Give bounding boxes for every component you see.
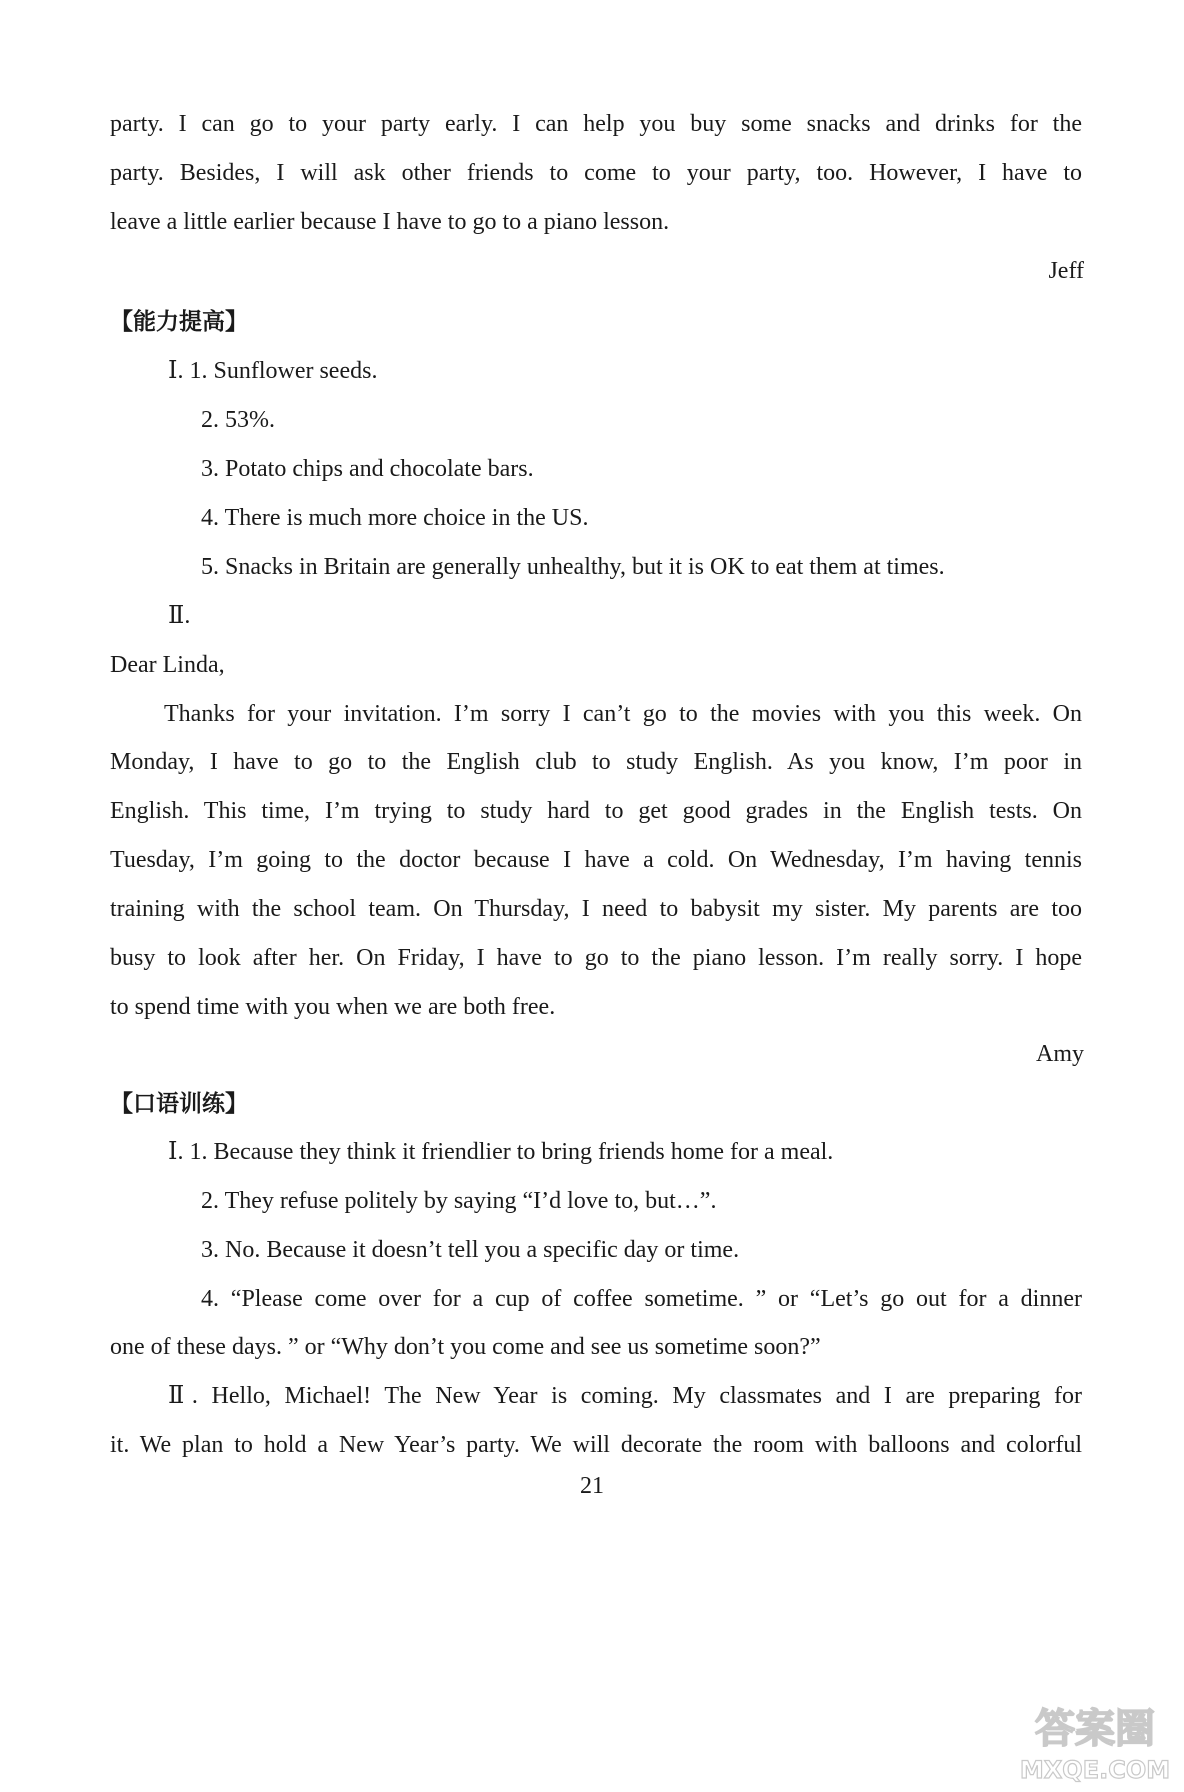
answer-item: Ⅰ. 1. Sunflower seeds. [168,358,378,384]
watermark-icon [1020,1694,1170,1784]
answer-item: 3. No. Because it doesn’t tell you a specific day or time. [201,1237,740,1263]
answer-item: 4. “Please come over for a cup of coffee sometime. ” or “Let’s go out for a dinner [201,1286,1082,1312]
watermark-text-bottom: MXQE.COM [1020,1756,1170,1784]
answer-item: 4. There is much more choice in the US. [201,505,589,531]
signature-jeff: Jeff [1048,258,1084,284]
answer-item-continued: one of these days. ” or “Why don’t you come and see us sometime soon?” [110,1334,821,1360]
page-number: 21 [580,1473,604,1499]
watermark-text-top: 答案圈 [1035,1706,1155,1752]
paragraph-line: party. I can go to your party early. I can help you buy some snacks and drinks for the [110,111,1082,137]
paragraph-line: Ⅱ. Hello, Michael! The New Year is coming. My classmates and I are preparing for [168,1383,1082,1409]
section-heading-oral: 【口语训练】 [110,1091,248,1117]
letter-line: Tuesday, I’m going to the doctor because I have a cold. On Wednesday, I’m having tennis [110,847,1082,873]
letter-line: busy to look after her. On Friday, I have to go to the piano lesson. I’m really sorry. I hope [110,945,1082,971]
letter-salutation: Dear Linda, [110,652,225,678]
letter-line: Thanks for your invitation. I’m sorry I can’t go to the movies with you this week. On [164,701,1082,727]
letter-line: English. This time, I’m trying to study hard to get good grades in the English tests. On [110,798,1082,824]
part-label: Ⅱ. [168,603,191,629]
letter-line: Monday, I have to go to the English club to study English. As you know, I’m poor in [110,749,1082,775]
paragraph-line: party. Besides, I will ask other friends to come to your party, too. However, I have to [110,160,1082,186]
section-heading-ability: 【能力提高】 [110,309,248,335]
answer-item: 5. Snacks in Britain are generally unhealthy, but it is OK to eat them at times. [201,554,945,580]
letter-line: training with the school team. On Thursday, I need to babysit my sister. My parents are too [110,896,1082,922]
answer-item: Ⅰ. 1. Because they think it friendlier to bring friends home for a meal. [168,1139,834,1165]
watermark-logo [1020,1694,1170,1784]
paragraph-line: leave a little earlier because I have to go to a piano lesson. [110,209,670,235]
letter-line: to spend time with you when we are both free. [110,994,556,1020]
answer-item: 2. 53%. [201,407,275,433]
answer-item: 3. Potato chips and chocolate bars. [201,456,534,482]
answer-item: 2. They refuse politely by saying “I’d love to, but…”. [201,1188,717,1214]
paragraph-line: it. We plan to hold a New Year’s party. We will decorate the room with balloons and colorful [110,1432,1082,1458]
signature-amy: Amy [1036,1041,1084,1067]
